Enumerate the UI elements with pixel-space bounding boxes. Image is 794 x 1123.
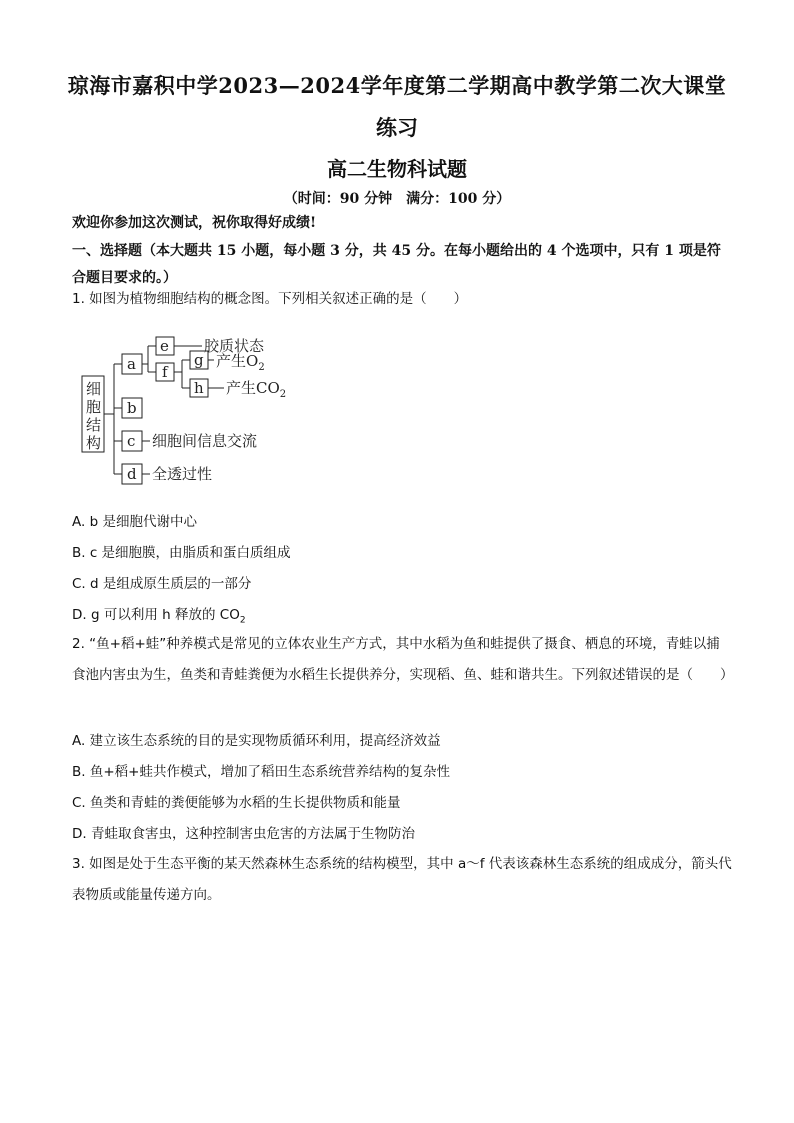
q1-option-a: A. b 是细胞代谢中心: [72, 514, 197, 530]
exam-title-line2: 练习: [376, 115, 418, 140]
question-3-stem: 3. 如图是处于生态平衡的某天然森林生态系统的结构模型，其中 a～f 代表该森林生态系统的组成成分，箭头代表物质或能量传递方向。: [72, 856, 732, 903]
g-description: 产生$O_2$: [216, 352, 265, 373]
label-a: a: [127, 355, 136, 373]
label-g: g: [194, 351, 204, 369]
root-label-3: 结: [86, 416, 102, 434]
q2-option-b: B. 鱼+稻+蛙共作模式，增加了稻田生态系统营养结构的复杂性: [72, 764, 450, 780]
c-description: 细胞间信息交流: [152, 432, 258, 450]
subject-title: 高二生物科试题: [327, 157, 467, 181]
section-heading: 一、选择题（本大题共 15 小题，每小题 3 分，共 45 分。在每小题给出的 4 个选项中，只有 1 项是符合题目要求的。）: [72, 243, 721, 286]
label-h: h: [194, 379, 204, 397]
greeting: 欢迎你参加这次测试，祝你取得好成绩!: [72, 215, 317, 231]
q1-option-c: C. d 是组成原生质层的一部分: [72, 576, 252, 592]
label-c: c: [127, 432, 136, 450]
root-label-4: 构: [86, 434, 102, 452]
label-f: f: [162, 363, 168, 381]
root-label-2: 胞: [86, 398, 102, 416]
q2-option-a: A. 建立该生态系统的目的是实现物质循环利用，提高经济效益: [72, 733, 441, 749]
label-b: b: [127, 399, 137, 417]
exam-title: 琼海市嘉积中学2023—2024学年度第二学期高中教学第二次大课堂: [67, 73, 727, 98]
label-d: d: [127, 465, 137, 483]
question-1-stem: 1. 如图为植物细胞结构的概念图。下列相关叙述正确的是（ ）: [72, 291, 468, 307]
q1-option-d: D. g 可以利用 h 释放的 $CO_2$: [72, 607, 246, 626]
q2-option-c: C. 鱼类和青蛙的粪便能够为水稻的生长提供物质和能量: [72, 795, 401, 811]
cell-structure-diagram: [78, 326, 318, 496]
d-description: 全透过性: [152, 465, 213, 483]
q2-option-d: D. 青蛙取食害虫，这种控制害虫危害的方法属于生物防治: [72, 826, 415, 842]
h-description: 产生$CO_2$: [226, 379, 287, 400]
q1-option-b: B. c 是细胞膜，由脂质和蛋白质组成: [72, 545, 291, 561]
question-2-stem: 2. “鱼+稻+蛙”种养模式是常见的立体农业生产方式，其中水稻为鱼和蛙提供了摄食、栖息的环境，青蛙以捕食池内害虫为生，鱼类和青蛙粪便为水稻生长提供养分，实现稻、鱼、蛙和谐共生。下列叙述错误的是（ ）: [72, 636, 734, 683]
time-info: （时间：90 分钟 满分：100 分）: [283, 191, 511, 207]
e-description: 胶质状态: [204, 337, 265, 355]
label-e: e: [160, 337, 169, 355]
root-label-1: 细: [86, 380, 102, 398]
